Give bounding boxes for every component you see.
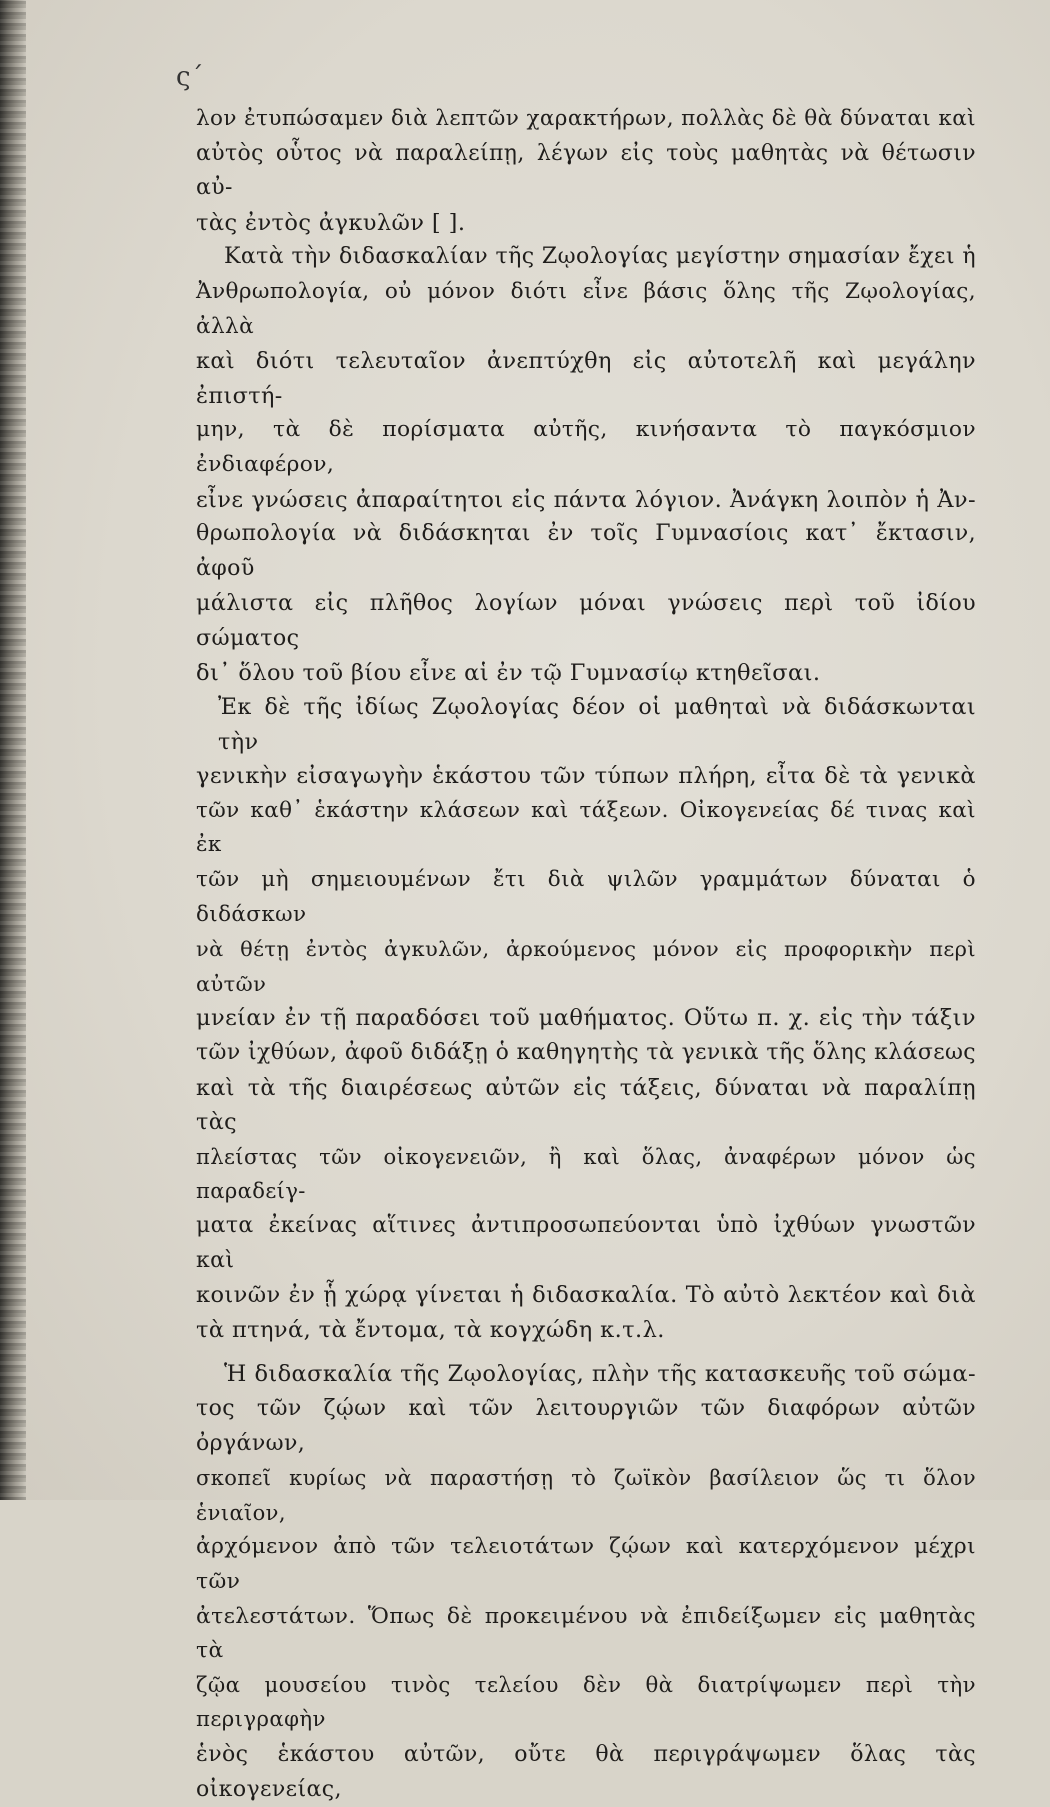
text-line: ζῷα μουσείου τινὸς τελείου δὲν θὰ διατρίψωμεν περὶ τὴν περιγραφὴν xyxy=(196,1672,976,1733)
text-line: τος τῶν ζῴων καὶ τῶν λειτουργιῶν τῶν διαφόρων αὐτῶν ὀργάνων, xyxy=(196,1395,976,1456)
text-line: Ἀνθρωπολογία, οὐ μόνον διότι εἶνε βάσις ὅλης τῆς Ζῳολογίας, ἀλλὰ xyxy=(196,278,976,339)
text-line: τὰ πτηνά, τὰ ἔντομα, τὰ κογχώδη κ.τ.λ. xyxy=(196,1316,665,1343)
text-line: ἀρχόμενον ἀπὸ τῶν τελειοτάτων ζῴων καὶ κατερχόμενον μέχρι τῶν xyxy=(196,1534,976,1594)
text-line: καὶ διότι τελευταῖον ἀνεπτύχθη εἰς αὐτοτελῆ καὶ μεγάλην ἐπιστή- xyxy=(196,348,976,409)
paragraph-start-line: Κατὰ τὴν διδασκαλίαν τῆς Ζῳολογίας μεγίστην σημασίαν ἔχει ἡ xyxy=(224,244,976,270)
text-line: γενικὴν εἰσαγωγὴν ἑκάστου τῶν τύπων πλήρη, εἶτα δὲ τὰ γενικὰ xyxy=(196,763,976,790)
text-line: πλείστας τῶν οἰκογενειῶν, ἢ καὶ ὅλας, ἀναφέρων μόνον ὡς παραδείγ- xyxy=(196,1143,976,1204)
text-line: αὐτὸς οὗτος νὰ παραλείπῃ, λέγων εἰς τοὺς μαθητὰς νὰ θέτωσιν αὐ- xyxy=(196,140,976,201)
text-line: μάλιστα εἰς πλῆθος λογίων μόναι γνώσεις περὶ τοῦ ἰδίου σώματος xyxy=(196,590,976,651)
text-line: μνείαν ἐν τῇ παραδόσει τοῦ μαθήματος. Οὕτω π. χ. εἰς τὴν τάξιν xyxy=(196,1005,976,1032)
text-line: λον ἐτυπώσαμεν διὰ λεπτῶν χαρακτήρων, πολλὰς δὲ θὰ δύναται καὶ xyxy=(196,106,976,131)
text-line: τὰς ἐντὸς ἀγκυλῶν [ ]. xyxy=(196,209,466,236)
book-page xyxy=(26,0,1050,1802)
text-line: μην, τὰ δὲ πορίσματα αὐτῆς, κινήσαντα τὸ παγκόσμιον ἐνδιαφέρον, xyxy=(196,417,976,477)
text-line: ἑνὸς ἑκάστου αὐτῶν, οὔτε θὰ περιγράψωμεν ὅλας τὰς οἰκογενείας, xyxy=(196,1741,976,1802)
paragraph-start-line: Ἐκ δὲ τῆς ἰδίως Ζῳολογίας δέον οἱ μαθηταὶ νὰ διδάσκωνται τὴν xyxy=(218,694,976,755)
body-text xyxy=(196,102,976,1807)
paragraph-start-line: Ἡ διδασκαλία τῆς Ζῳολογίας, πλὴν τῆς κατασκευῆς τοῦ σώμα- xyxy=(224,1361,976,1388)
text-line: ἀτελεστάτων. Ὅπως δὲ προκειμένου νὰ ἐπιδείξωμεν εἰς μαθητὰς τὰ xyxy=(196,1603,976,1664)
text-line: θρωπολογία νὰ διδάσκηται ἐν τοῖς Γυμνασίοις κατ᾽ ἔκτασιν, ἀφοῦ xyxy=(196,521,976,581)
book-spine-edge xyxy=(0,0,26,1500)
page-number: ς΄ xyxy=(176,62,204,92)
text-line: σκοπεῖ κυρίως νὰ παραστήσῃ τὸ ζωϊκὸν βασίλειον ὥς τι ὅλον ἑνιαῖον, xyxy=(196,1466,976,1525)
text-line: τῶν καθ᾽ ἑκάστην κλάσεων καὶ τάξεων. Οἰκογενείας δέ τινας καὶ ἐκ xyxy=(196,797,976,858)
text-line: τῶν μὴ σημειουμένων ἔτι διὰ ψιλῶν γραμμάτων δύναται ὁ διδάσκων xyxy=(196,867,976,927)
text-line: εἶνε γνώσεις ἀπαραίτητοι εἰς πάντα λόγιον. Ἀνάγκη λοιπὸν ἡ Ἀν- xyxy=(196,486,976,513)
text-line: κοινῶν ἐν ᾗ χώρᾳ γίνεται ἡ διδασκαλία. Τὸ αὐτὸ λεκτέον καὶ διὰ xyxy=(196,1282,976,1309)
text-line: νὰ θέτῃ ἐντὸς ἀγκυλῶν, ἀρκούμενος μόνον εἰς προφορικὴν περὶ αὐτῶν xyxy=(196,937,976,996)
text-line: τῶν ἰχθύων, ἀφοῦ διδάξῃ ὁ καθηγητὴς τὰ γενικὰ τῆς ὅλης κλάσεως xyxy=(196,1040,976,1066)
text-line: δι᾽ ὅλου τοῦ βίου εἶνε αἱ ἐν τῷ Γυμνασίῳ κτηθεῖσαι. xyxy=(196,659,821,686)
text-line: ματα ἐκείνας αἵτινες ἀντιπροσωπεύονται ὑπὸ ἰχθύων γνωστῶν καὶ xyxy=(196,1213,976,1273)
text-line: καὶ τὰ τῆς διαιρέσεως αὐτῶν εἰς τάξεις, δύναται νὰ παραλίπῃ τὰς xyxy=(196,1074,976,1136)
